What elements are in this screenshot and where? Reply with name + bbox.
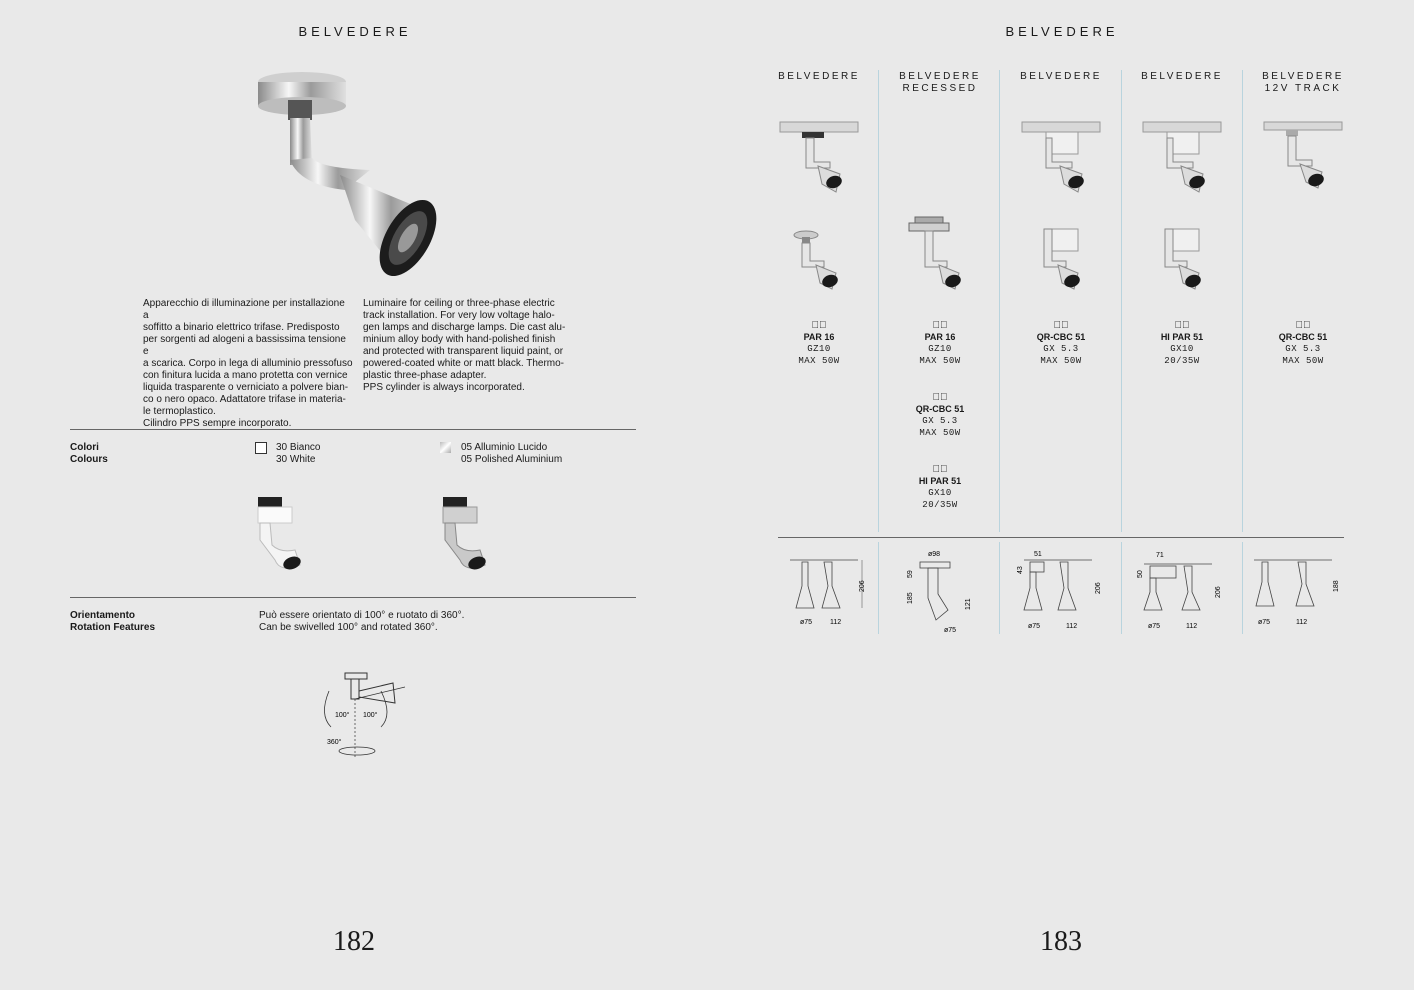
divider <box>778 537 1344 538</box>
desc-en-line: minium alloy body with hand-polished finish <box>363 334 556 345</box>
column-header-line: BELVEDERE <box>899 71 981 82</box>
track-fixture-image <box>1141 118 1223 198</box>
lamp-power: MAX 50W <box>919 428 961 438</box>
column-header <box>764 71 874 83</box>
lamp-power: MAX 50W <box>919 356 961 366</box>
desc-en-line: plastic three-phase adapter. <box>363 370 487 381</box>
angle-right-label: 100° <box>363 712 378 719</box>
column-header-line: BELVEDERE <box>1020 71 1102 82</box>
lamp-icon: ◁⃞ <box>1174 320 1190 331</box>
track-fixture-image <box>778 118 860 198</box>
ceiling-fixture-image <box>778 225 860 295</box>
lamp-spec <box>764 320 874 367</box>
desc-en-line: Luminaire for ceiling or three-phase electric <box>363 298 555 309</box>
dim-height: 206 <box>1215 586 1222 598</box>
dim-top2: 59 <box>907 570 914 578</box>
desc-it-line: a scarica. Corpo in lega di alluminio pressofuso <box>143 358 353 369</box>
left-page-number: 182 <box>333 926 375 957</box>
lamp-power: MAX 50W <box>1040 356 1082 366</box>
desc-it-line: con finitura lucida a mano protetta con vernice <box>143 370 348 381</box>
rotation-label-it: Orientamento <box>70 610 136 621</box>
dimension-drawing <box>902 548 986 634</box>
lamp-socket: GX 5.3 <box>1285 344 1321 354</box>
rotation-label <box>70 610 155 634</box>
dim-diameter: ø75 <box>800 619 813 626</box>
colour-aluminium-it: 05 Alluminio Lucido <box>461 442 548 453</box>
lamp-power: 20/35W <box>922 500 958 510</box>
desc-it-line: le termoplastico. <box>143 406 216 417</box>
description-italian <box>143 298 353 430</box>
column-separator <box>1121 542 1122 634</box>
divider <box>70 597 636 598</box>
dimension-drawing <box>788 556 872 630</box>
lamp-name: HI PAR 51 <box>1160 332 1204 342</box>
column-header-line: BELVEDERE <box>778 71 860 82</box>
column-header <box>885 71 995 95</box>
desc-it-line: soffitto a binario elettrico trifase. Predisposto <box>143 322 340 333</box>
dim-width: 112 <box>1296 619 1308 626</box>
dim-top2: 50 <box>1137 570 1144 578</box>
aluminium-variant-photo <box>435 495 495 575</box>
dim-width: 121 <box>965 598 972 610</box>
track-fixture-image <box>1020 118 1102 198</box>
desc-it-line: liquida trasparente o verniciato a polvere bian- <box>143 382 349 393</box>
dimension-drawing <box>1016 548 1106 632</box>
column-header <box>1006 71 1116 83</box>
dim-diameter: ø75 <box>1148 623 1161 630</box>
desc-it-line: co o nero opaco. Adattatore trifase in materia- <box>143 394 346 405</box>
white-variant-photo <box>250 495 310 575</box>
left-page-title: BELVEDERE <box>298 24 412 39</box>
angle-left-label: 100° <box>335 712 350 719</box>
lamp-power: MAX 50W <box>1282 356 1324 366</box>
desc-it-line: per sorgenti ad alogeni a bassissima tensione e <box>143 334 346 357</box>
column-header <box>1248 71 1358 95</box>
colour-aluminium-en: 05 Polished Aluminium <box>461 454 563 465</box>
lamp-icon: ◁⃞ <box>1295 320 1311 331</box>
column-separator <box>999 542 1000 634</box>
rotation-text-en: Can be swivelled 100° and rotated 360°. <box>259 622 438 633</box>
colours-label-en: Colours <box>70 454 108 465</box>
colour-white-en: 30 White <box>276 454 316 465</box>
desc-it-line: Cilindro PPS sempre incorporato. <box>143 418 292 429</box>
adapter-fixture-image <box>1141 225 1223 295</box>
desc-en-line: gen lamps and discharge lamps. Die cast alu- <box>363 322 566 333</box>
column-header-line: BELVEDERE <box>1141 71 1223 82</box>
product-photo <box>250 70 450 280</box>
desc-en-line: and protected with transparent liquid paint, or <box>363 346 564 357</box>
column-header-line: 12V TRACK <box>1264 83 1342 94</box>
dim-top2: 43 <box>1017 566 1024 574</box>
rotation-text-it: Può essere orientato di 100° e ruotato di 360°. <box>259 610 465 621</box>
lamp-socket: GZ10 <box>807 344 831 354</box>
dim-top: ø98 <box>928 551 941 558</box>
column-separator <box>999 70 1000 532</box>
lamp-icon: ◁⃞ <box>932 320 948 331</box>
lamp-name: HI PAR 51 <box>918 476 962 486</box>
rotation-diagram <box>315 665 415 765</box>
dim-diameter: ø75 <box>944 627 957 634</box>
colours-label-it: Colori <box>70 442 99 453</box>
column-header <box>1127 71 1237 83</box>
dim-height: 185 <box>907 592 914 604</box>
dim-top: 51 <box>1034 551 1042 558</box>
colour-white <box>276 442 320 466</box>
lamp-power: MAX 50W <box>798 356 840 366</box>
lamp-spec <box>885 464 995 511</box>
lamp-name: PAR 16 <box>924 332 956 342</box>
desc-en-line: powered-coated white or matt black. Thermo- <box>363 358 565 369</box>
rotation-label-en: Rotation Features <box>70 622 156 633</box>
lamp-icon: ◁⃞ <box>932 392 948 403</box>
lamp-spec <box>885 320 995 367</box>
lamp-socket: GX10 <box>928 488 952 498</box>
colour-white-it: 30 Bianco <box>276 442 321 453</box>
column-header-line: BELVEDERE <box>1262 71 1344 82</box>
colour-aluminium <box>461 442 562 466</box>
dim-width: 112 <box>1186 623 1198 630</box>
white-swatch <box>255 442 267 454</box>
lamp-name: QR-CBC 51 <box>915 404 965 414</box>
dimension-drawing <box>1252 556 1342 628</box>
lamp-icon: ◁⃞ <box>932 464 948 475</box>
column-header-line: RECESSED <box>902 83 978 94</box>
dim-diameter: ø75 <box>1258 619 1271 626</box>
column-separator <box>878 70 879 532</box>
recessed-fixture-image <box>899 213 981 295</box>
rotation-text <box>259 610 464 634</box>
lamp-name: PAR 16 <box>803 332 835 342</box>
desc-it-line: Apparecchio di illuminazione per installazione a <box>143 298 345 321</box>
description-english <box>363 298 578 394</box>
right-page-title: BELVEDERE <box>1005 24 1119 39</box>
lamp-name: QR-CBC 51 <box>1036 332 1086 342</box>
angle-rotate-label: 360° <box>327 739 342 746</box>
dim-width: 112 <box>830 619 842 626</box>
lamp-spec <box>1248 320 1358 367</box>
dim-height: 206 <box>1095 582 1102 594</box>
lamp-power: 20/35W <box>1164 356 1200 366</box>
dim-top: 71 <box>1156 552 1164 559</box>
lamp-icon: ◁⃞ <box>811 320 827 331</box>
right-page-number: 183 <box>1040 926 1082 957</box>
dim-diameter: ø75 <box>1028 623 1041 630</box>
column-separator <box>1242 70 1243 532</box>
dimension-drawing <box>1134 548 1224 632</box>
lamp-spec <box>1127 320 1237 367</box>
dim-width: 112 <box>1066 623 1078 630</box>
divider <box>70 429 636 430</box>
lamp-socket: GX10 <box>1170 344 1194 354</box>
colours-label <box>70 442 108 466</box>
lamp-spec <box>1006 320 1116 367</box>
column-separator <box>1242 542 1243 634</box>
aluminium-swatch <box>440 442 451 453</box>
desc-en-line: PPS cylinder is always incorporated. <box>363 382 525 393</box>
lamp-icon: ◁⃞ <box>1053 320 1069 331</box>
column-separator <box>878 542 879 634</box>
column-separator <box>1121 70 1122 532</box>
desc-en-line: track installation. For very low voltage halo- <box>363 310 555 321</box>
lamp-name: QR-CBC 51 <box>1278 332 1328 342</box>
dim-height: 206 <box>859 580 866 592</box>
dim-height: 188 <box>1333 580 1340 592</box>
adapter-fixture-image <box>1020 225 1102 295</box>
lamp-spec <box>885 392 995 439</box>
lamp-socket: GX 5.3 <box>1043 344 1079 354</box>
12v-track-fixture-image <box>1262 118 1344 198</box>
lamp-socket: GX 5.3 <box>922 416 958 426</box>
lamp-socket: GZ10 <box>928 344 952 354</box>
